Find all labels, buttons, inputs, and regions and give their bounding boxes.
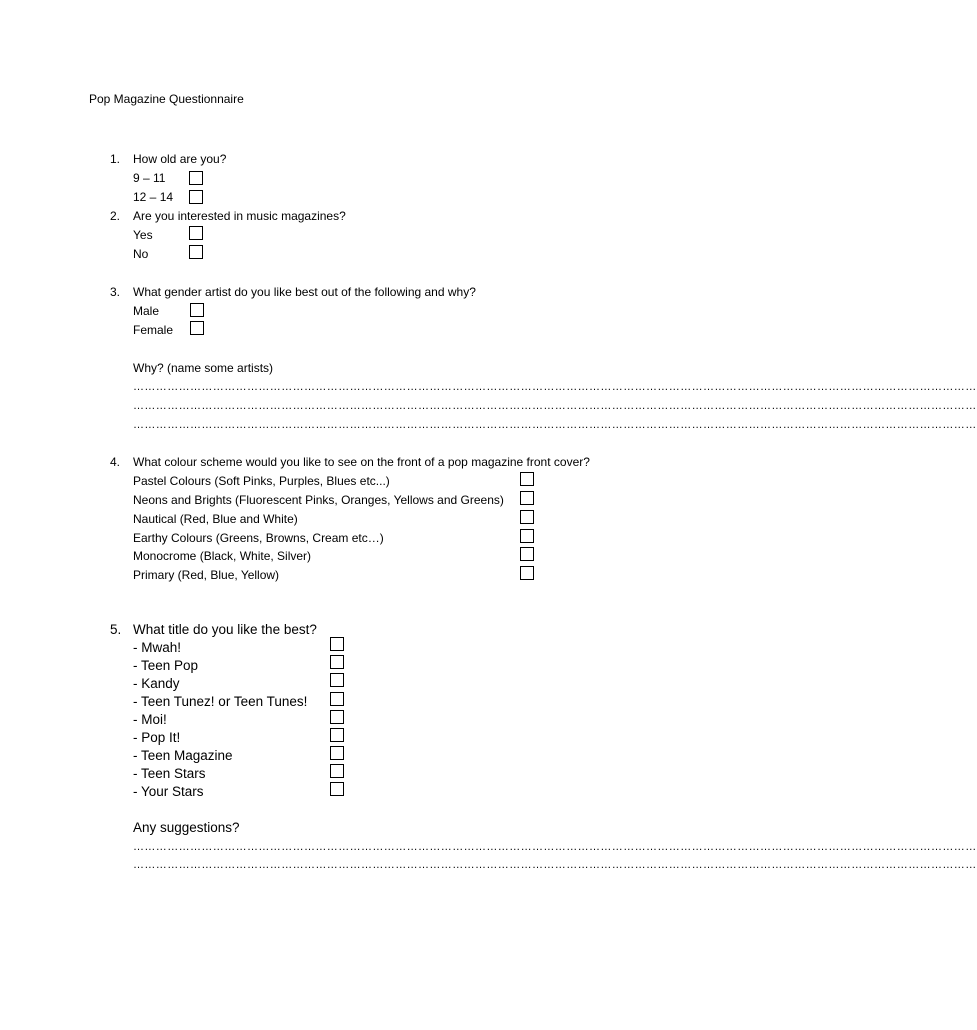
q1-option-checkbox[interactable] <box>189 190 203 204</box>
q3-option-label: Male <box>133 304 160 318</box>
q2-option-checkbox[interactable] <box>189 226 203 240</box>
q4-option-checkbox[interactable] <box>520 529 534 543</box>
q5-option-checkbox[interactable] <box>330 673 344 687</box>
q5-option-label: - Mwah! <box>133 640 182 655</box>
q5-option-checkbox[interactable] <box>330 746 344 760</box>
q5-answer-line[interactable]: …………………………………………………………………………………………………………………………………………………………………………………………………… <box>133 859 977 871</box>
q4-option-checkbox[interactable] <box>520 566 534 580</box>
q4-option-label: Primary (Red, Blue, Yellow) <box>133 568 280 582</box>
q5-option-label: - Teen Magazine <box>133 748 233 763</box>
q5-option-checkbox[interactable] <box>330 692 344 706</box>
q3-option-label: Female <box>133 323 174 337</box>
q4-number: 4. <box>110 455 121 469</box>
q3-option-checkbox[interactable] <box>190 321 204 335</box>
q1-option-checkbox[interactable] <box>189 171 203 185</box>
q2-text: Are you interested in music magazines? <box>133 209 346 223</box>
q3-option-checkbox[interactable] <box>190 303 204 317</box>
q5-option-checkbox[interactable] <box>330 728 344 742</box>
q4-option-label: Earthy Colours (Greens, Browns, Cream etc…) <box>133 531 384 545</box>
q5-option-checkbox[interactable] <box>330 782 344 796</box>
q5-number: 5. <box>110 622 122 637</box>
q5-option-label: - Moi! <box>133 712 167 727</box>
q4-option-label: Monocrome (Black, White, Silver) <box>133 549 312 563</box>
q5-answer-line[interactable]: …………………………………………………………………………………………………………………………………………………………………………………………………… <box>133 841 977 853</box>
q5-option-label: - Teen Tunez! or Teen Tunes! <box>133 694 308 709</box>
q4-option-checkbox[interactable] <box>520 547 534 561</box>
q4-option-checkbox[interactable] <box>520 510 534 524</box>
q1-option-label: 9 – 11 <box>133 171 166 185</box>
q1-number: 1. <box>110 152 121 166</box>
q5-option-label: - Teen Pop <box>133 658 199 673</box>
q4-option-checkbox[interactable] <box>520 491 534 505</box>
q5-option-label: - Kandy <box>133 676 180 691</box>
q4-option-label: Neons and Brights (Fluorescent Pinks, Oranges, Yellows and Greens) <box>133 493 504 507</box>
q5-text: What title do you like the best? <box>133 622 317 637</box>
q2-number: 2. <box>110 209 121 223</box>
q3-answer-line[interactable]: …………………………………………………………………………………………………………………………………………………………………………………………………… <box>133 419 977 431</box>
q3-number: 3. <box>110 285 121 299</box>
q2-option-label: No <box>133 247 149 261</box>
q1-option-label: 12 – 14 <box>133 190 174 204</box>
q5-option-label: - Teen Stars <box>133 766 206 781</box>
q5-option-label: - Your Stars <box>133 784 204 799</box>
q3-why-label: Why? (name some artists) <box>133 361 274 375</box>
q4-option-label: Nautical (Red, Blue and White) <box>133 512 298 526</box>
q5-suggestions-label: Any suggestions? <box>133 820 240 835</box>
q5-option-label: - Pop It! <box>133 730 181 745</box>
q3-answer-line[interactable]: …………………………………………………………………………………………………………………………………………………………………………………………………… <box>133 400 977 412</box>
q4-option-label: Pastel Colours (Soft Pinks, Purples, Blues etc...) <box>133 474 390 488</box>
q5-option-checkbox[interactable] <box>330 637 344 651</box>
q4-text: What colour scheme would you like to see on the front of a pop magazine front cover? <box>133 455 590 469</box>
q3-answer-line[interactable]: …………………………………………………………………………………………………………………………………………………………………………………………………… <box>133 381 977 393</box>
q5-option-checkbox[interactable] <box>330 764 344 778</box>
q2-option-checkbox[interactable] <box>189 245 203 259</box>
q1-text: How old are you? <box>133 152 227 166</box>
q5-option-checkbox[interactable] <box>330 655 344 669</box>
q3-text: What gender artist do you like best out of the following and why? <box>133 285 476 299</box>
page-title: Pop Magazine Questionnaire <box>89 92 244 106</box>
q5-option-checkbox[interactable] <box>330 710 344 724</box>
q2-option-label: Yes <box>133 228 153 242</box>
q4-option-checkbox[interactable] <box>520 472 534 486</box>
